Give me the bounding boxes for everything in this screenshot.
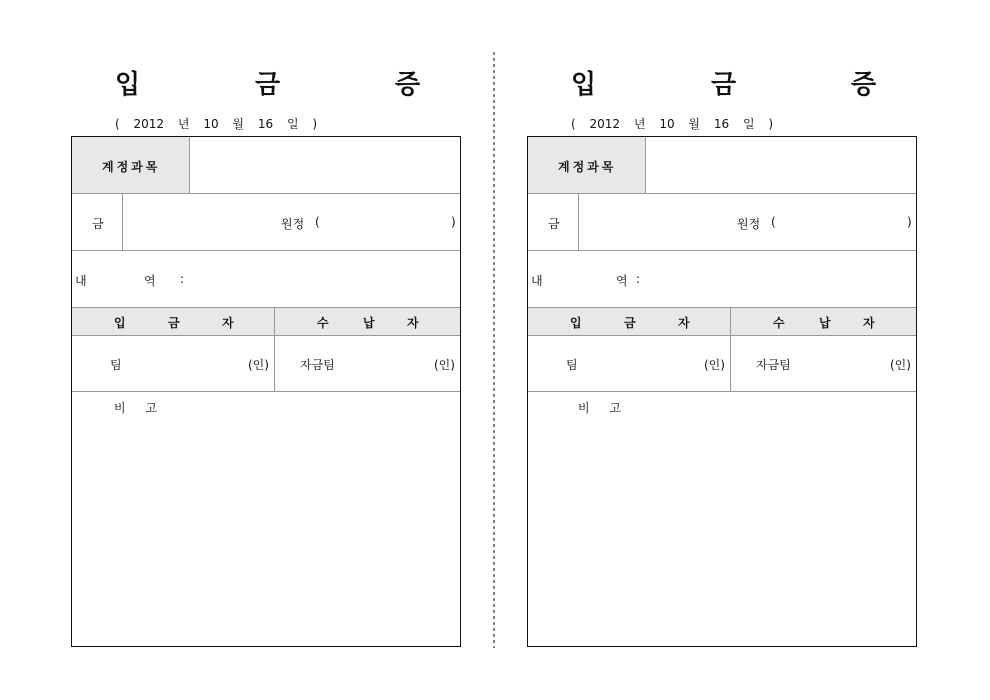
date-year-unit: 년 bbox=[633, 117, 646, 131]
amount-label: 금 bbox=[92, 217, 104, 231]
date-month-unit: 월 bbox=[232, 117, 245, 131]
remarks-area[interactable] bbox=[72, 392, 460, 646]
date-close-paren: ) bbox=[312, 117, 318, 131]
payer-header-char-1: 입 bbox=[114, 316, 126, 330]
voucher-title bbox=[71, 64, 461, 100]
account-label: 계정과목 bbox=[102, 160, 161, 174]
title-char-2: 금 bbox=[711, 70, 737, 100]
account-label-cell bbox=[528, 137, 646, 193]
receiver-seal: (인) bbox=[434, 358, 455, 372]
remarks-label: 비 고 bbox=[114, 401, 165, 415]
payer-header-char-2: 금 bbox=[168, 316, 180, 330]
voucher-date bbox=[115, 115, 317, 132]
payer-header-char-3: 자 bbox=[222, 316, 234, 330]
date-open-paren: ( bbox=[115, 117, 120, 131]
date-day-unit: 일 bbox=[286, 117, 299, 131]
payer-signature-cell[interactable] bbox=[528, 336, 731, 391]
receiver-header-char-3: 자 bbox=[407, 316, 419, 330]
voucher-title bbox=[527, 64, 917, 100]
account-row bbox=[72, 137, 460, 194]
receiver-header bbox=[731, 308, 916, 335]
receiver-header bbox=[275, 308, 460, 335]
voucher-form bbox=[71, 136, 461, 647]
detail-row[interactable] bbox=[528, 251, 916, 308]
cut-line-divider bbox=[492, 52, 496, 648]
date-close-paren: ) bbox=[768, 117, 774, 131]
amount-field[interactable] bbox=[579, 194, 916, 250]
account-value-field[interactable] bbox=[190, 137, 460, 193]
detail-label-2: 역 bbox=[144, 274, 156, 288]
account-row bbox=[528, 137, 916, 194]
payer-header bbox=[528, 308, 731, 335]
receiver-team: 자금팀 bbox=[756, 358, 791, 372]
date-day-unit: 일 bbox=[742, 117, 755, 131]
receiver-signature-cell[interactable] bbox=[731, 336, 916, 391]
title-char-1: 입 bbox=[115, 70, 141, 100]
amount-open-paren: ( bbox=[771, 215, 776, 229]
payer-team: 팀 bbox=[566, 358, 578, 372]
payer-seal: (인) bbox=[704, 358, 725, 372]
detail-row[interactable] bbox=[72, 251, 460, 308]
payer-header-char-3: 자 bbox=[678, 316, 690, 330]
detail-label-2: 역 bbox=[616, 274, 628, 288]
title-char-3: 증 bbox=[395, 70, 421, 100]
receiver-signature-cell[interactable] bbox=[275, 336, 460, 391]
date-month: 10 bbox=[659, 117, 675, 131]
detail-colon: : bbox=[180, 272, 185, 286]
amount-field[interactable] bbox=[123, 194, 460, 250]
detail-label-1: 내 bbox=[75, 274, 87, 288]
deposit-voucher-left bbox=[71, 0, 461, 700]
detail-colon: : bbox=[636, 272, 641, 286]
amount-won-label: 원정 bbox=[737, 217, 761, 231]
party-signature-row bbox=[528, 336, 916, 392]
amount-open-paren: ( bbox=[315, 215, 320, 229]
receiver-header-char-2: 납 bbox=[363, 316, 375, 330]
date-year: 2012 bbox=[133, 117, 165, 131]
remarks-area[interactable] bbox=[528, 392, 916, 646]
amount-label: 금 bbox=[548, 217, 560, 231]
amount-close-paren: ) bbox=[451, 215, 456, 229]
amount-row bbox=[528, 194, 916, 251]
amount-label-cell bbox=[528, 194, 579, 250]
date-year-unit: 년 bbox=[177, 117, 190, 131]
payer-seal: (인) bbox=[248, 358, 269, 372]
remarks-label: 비 고 bbox=[578, 401, 629, 415]
date-open-paren: ( bbox=[571, 117, 576, 131]
receiver-header-char-1: 수 bbox=[317, 316, 329, 330]
title-char-3: 증 bbox=[851, 70, 877, 100]
amount-close-paren: ) bbox=[907, 215, 912, 229]
receiver-header-char-3: 자 bbox=[863, 316, 875, 330]
amount-won-label: 원정 bbox=[281, 217, 305, 231]
account-label: 계정과목 bbox=[558, 160, 617, 174]
amount-label-cell bbox=[72, 194, 123, 250]
voucher-date bbox=[571, 115, 773, 132]
party-header-row bbox=[528, 308, 916, 336]
payer-team: 팀 bbox=[110, 358, 122, 372]
deposit-voucher-right bbox=[527, 0, 917, 700]
receiver-team: 자금팀 bbox=[300, 358, 335, 372]
account-label-cell bbox=[72, 137, 190, 193]
date-year: 2012 bbox=[589, 117, 621, 131]
receiver-seal: (인) bbox=[890, 358, 911, 372]
date-month-unit: 월 bbox=[688, 117, 701, 131]
payer-signature-cell[interactable] bbox=[72, 336, 275, 391]
title-char-1: 입 bbox=[571, 70, 597, 100]
payer-header bbox=[72, 308, 275, 335]
party-header-row bbox=[72, 308, 460, 336]
account-value-field[interactable] bbox=[646, 137, 916, 193]
receiver-header-char-1: 수 bbox=[773, 316, 785, 330]
amount-row bbox=[72, 194, 460, 251]
title-char-2: 금 bbox=[255, 70, 281, 100]
voucher-form bbox=[527, 136, 917, 647]
party-signature-row bbox=[72, 336, 460, 392]
receiver-header-char-2: 납 bbox=[819, 316, 831, 330]
date-month: 10 bbox=[203, 117, 219, 131]
payer-header-char-2: 금 bbox=[624, 316, 636, 330]
date-day: 16 bbox=[257, 117, 274, 131]
payer-header-char-1: 입 bbox=[570, 316, 582, 330]
detail-label-1: 내 bbox=[531, 274, 543, 288]
date-day: 16 bbox=[713, 117, 730, 131]
